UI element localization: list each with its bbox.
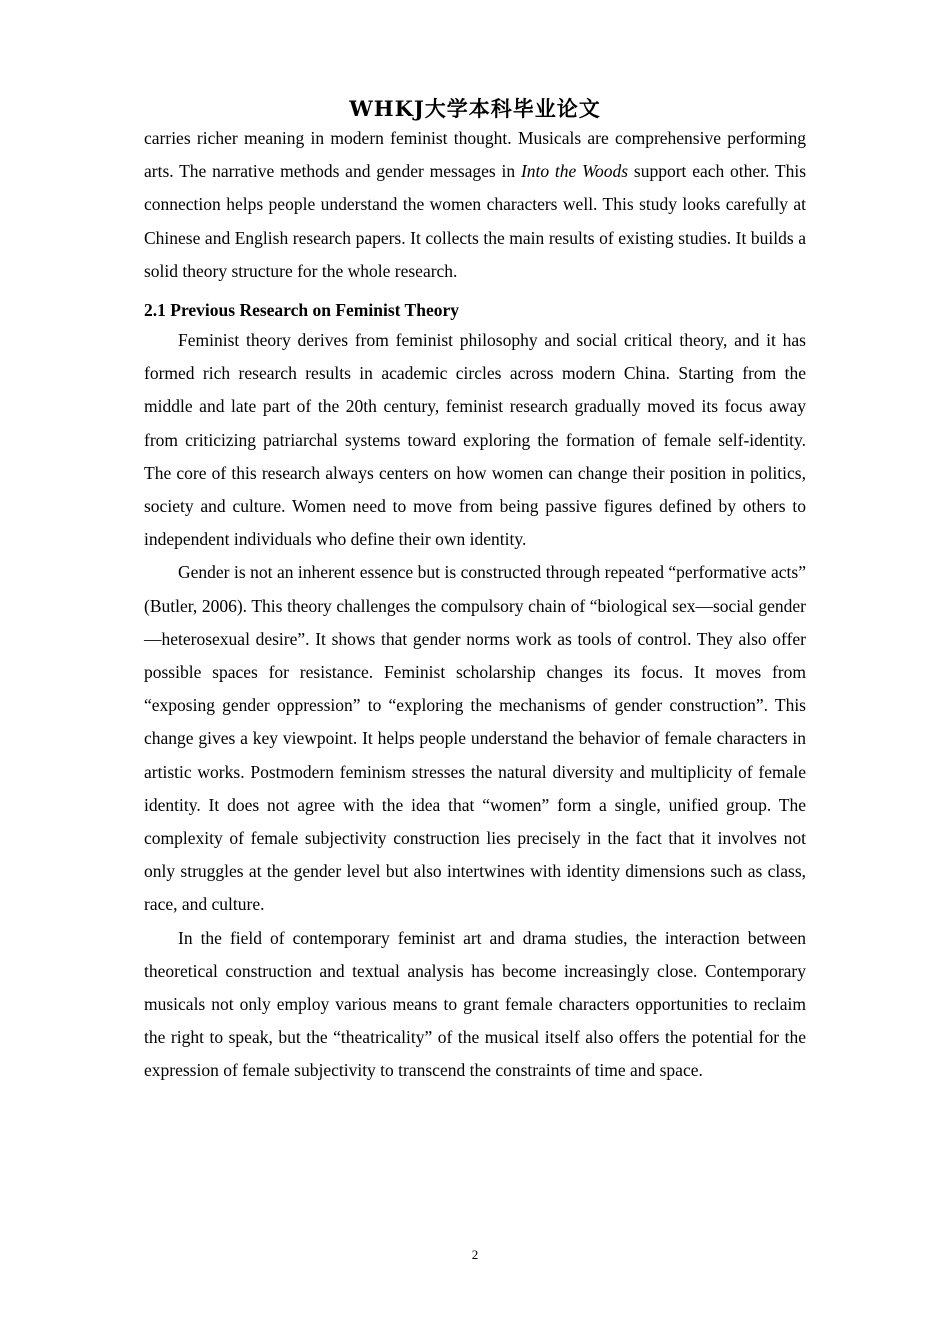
intro-text-end: support each other. This connection helps people understand the women characters well. This study looks carefully at Chinese and English research papers. It collects the main results of existing studies. It builds a solid theory structure for the whole research. bbox=[144, 161, 807, 281]
body-paragraph-3: In the field of contemporary feminist art and drama studies, the interaction between theoretical construction and textual analysis has become increasingly close. Contemporary musicals not only employ various means to grant female characters opportunities to reclaim the right to speak, but the “theatricality” of the musical itself also offers the potential for the expression of female subjectivity to transcend the constraints of time and space. bbox=[144, 927, 806, 1081]
work-title: Into the Woods bbox=[520, 161, 629, 182]
body-text bbox=[144, 122, 806, 1088]
intro-paragraph bbox=[144, 122, 806, 288]
page-number: 2 bbox=[471, 1247, 479, 1262]
body-paragraph-2: Gender is not an inherent essence but is constructed through repeated “performative acts” (Butler, 2006). This theory challenges the compulsory chain of “biological sex—social gender—heterosexual desire”. It shows that gender norms work as tools of control. They also offer possible spaces for resistance. Feminist scholarship changes its focus. It moves from “exposing gender oppression” to “exploring the mechanisms of gender construction”. This change gives a key viewpoint. It helps people understand the behavior of female characters in artistic works. Postmodern feminism stresses the natural diversity and multiplicity of female identity. It does not agree with the idea that “women” form a single, unified group. The complexity of female subjectivity construction lies precisely in the fact that it involves not only struggles at the gender level but also intertwines with identity dimensions such as class, race, and culture. bbox=[144, 562, 806, 915]
running-header: WHKJ大学本科毕业论文 bbox=[349, 96, 601, 121]
intro-text-start: carries richer meaning in modern feminist thought. Musicals are comprehensive performing arts. The narrative methods and gender messages in bbox=[144, 128, 806, 182]
section-heading: 2.1 Previous Research on Feminist Theory bbox=[144, 300, 459, 321]
body-paragraph-1: Feminist theory derives from feminist philosophy and social critical theory, and it has formed rich research results in academic circles across modern China. Starting from the middle and late part of the 20th century, feminist research gradually moved its focus away from criticizing patriarchal systems toward exploring the formation of female self-identity. The core of this research always centers on how women can change their position in politics, society and culture. Women need to move from being passive figures defined by others to independent individuals who define their own identity. bbox=[144, 330, 806, 550]
